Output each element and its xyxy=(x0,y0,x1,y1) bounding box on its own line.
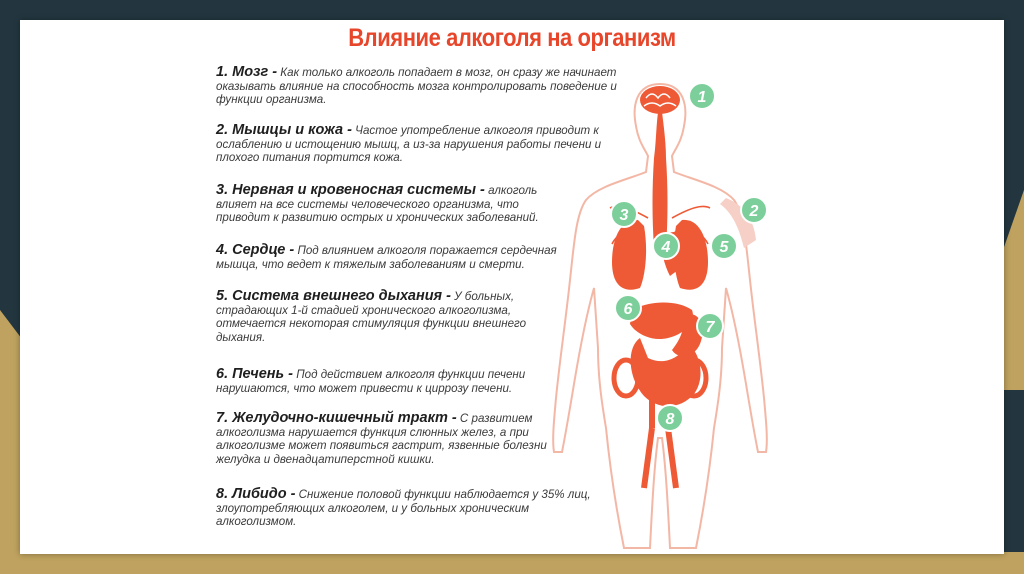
svg-text:1: 1 xyxy=(697,89,707,106)
effect-head: 5. Система внешнего дыхания - xyxy=(216,288,451,304)
effect-head: 6. Печень - xyxy=(216,366,293,382)
marker-4 xyxy=(653,233,679,259)
effect-text: Снижение половой функции наблюдается у 35% лиц, злоупотребляющих алкоголем, и у больных хроническим алкоголизмом. xyxy=(216,488,591,528)
effect-head: 4. Сердце - xyxy=(216,242,295,258)
svg-text:3: 3 xyxy=(619,207,629,224)
marker-3 xyxy=(611,201,637,227)
effect-head: 8. Либидо - xyxy=(216,486,296,502)
effect-text: Частое употребление алкоголя приводит к ослаблению и истощению мышц, а из-за нарушения работы печени и плохого питания портится кожа. xyxy=(216,124,602,164)
marker-2 xyxy=(741,197,767,223)
decor-gold-band xyxy=(0,552,1024,574)
left-lung-shape xyxy=(612,220,646,290)
marker-8 xyxy=(657,405,683,431)
svg-text:6: 6 xyxy=(623,301,633,318)
effect-item-digestive xyxy=(216,412,561,466)
svg-text:2: 2 xyxy=(749,203,759,220)
effect-item-liver xyxy=(216,368,556,395)
marker-7 xyxy=(697,313,723,339)
effect-item-respiration xyxy=(216,290,546,344)
effect-text: алкоголь влияет на все системы человеческого организма, что приводит к развитию острых и хронических заболеваний. xyxy=(216,184,539,224)
svg-text:4: 4 xyxy=(661,239,671,256)
marker-1 xyxy=(689,83,715,109)
effect-text: У больных, страдающих 1-й стадией хронического алкоголизма, отмечается некоторая стимуляция функции внешнего дыхания. xyxy=(216,290,527,344)
brain-shape xyxy=(640,86,680,114)
esophagus-shape xyxy=(653,112,668,248)
effect-text: Под влиянием алкоголя поражается сердечная мышца, что ведет к тяжелым заболеваниям и смерти. xyxy=(216,244,557,271)
marker-6 xyxy=(615,295,641,321)
effect-head: 2. Мышцы и кожа - xyxy=(216,122,352,138)
slide-title: Влияние алкоголя на организм xyxy=(348,24,676,52)
slide xyxy=(20,20,1004,554)
body-illustration xyxy=(540,48,780,554)
effect-text: Как только алкоголь попадает в мозг, он сразу же начинает оказывать влияние на способность мозга контролировать поведение и функции организма. xyxy=(216,66,617,106)
effect-text: Под действием алкоголя функции печени нарушаются, что может привести к циррозу печени. xyxy=(216,368,526,395)
effect-head: 3. Нервная и кровеносная системы - xyxy=(216,182,485,198)
marker-5 xyxy=(711,233,737,259)
svg-text:5: 5 xyxy=(719,239,729,256)
effect-item-nervous-blood xyxy=(216,184,576,225)
effect-text: С развитием алкоголизма нарушается функция слюнных желез, а при алкоголизме может появиться гастрит, язвенные болезни желудка и двенадцатиперстной кишки. xyxy=(216,412,547,466)
svg-text:7: 7 xyxy=(705,319,715,336)
effect-head: 7. Желудочно-кишечный тракт - xyxy=(216,410,457,426)
effect-head: 1. Мозг - xyxy=(216,64,278,80)
svg-text:8: 8 xyxy=(665,411,675,428)
effect-item-heart xyxy=(216,244,576,271)
